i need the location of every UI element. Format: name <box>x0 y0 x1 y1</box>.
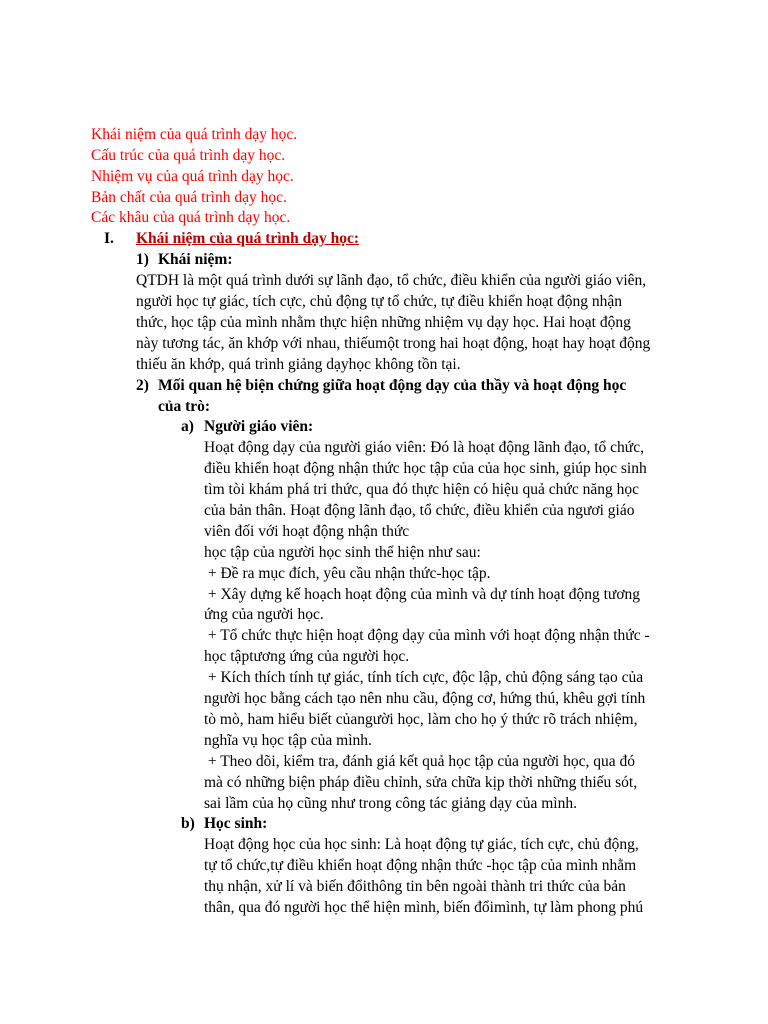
sub-a-text-line: điều khiển hoạt động nhận thức học tập của của học sinh, giúp học sinh <box>204 460 647 477</box>
outline-item-4: Bản chất của quá trình dạy học. <box>91 189 287 206</box>
sub-a-text-line: tìm tòi khám phá tri thức, qua đó thực hiện có hiệu quả chức năng học <box>204 481 639 498</box>
item-1-title: Khái niệm: <box>158 251 233 268</box>
sub-a-bullet-line: + Đề ra mục đích, yêu cầu nhận thức-học tập. <box>204 565 491 582</box>
section-marker: I. <box>104 230 114 247</box>
sub-a-text-line: người học bằng cách tạo nên nhu cầu, động cơ, hứng thú, khêu gợi tính <box>204 690 646 707</box>
sub-a-bullet-line: + Tổ chức thực hiện hoạt động dạy của mình với hoạt động nhận thức - <box>204 627 650 644</box>
item-1-marker: 1) <box>136 251 149 268</box>
sub-a-bullet-line: + Xây dựng kế hoạch hoạt động của mình và dự tính hoạt động tương <box>204 586 641 603</box>
item-2-title-line: Mối quan hệ biện chứng giữa hoạt động dạy của thầy và hoạt động học <box>158 377 627 394</box>
sub-a-bullet-line: + Theo dõi, kiểm tra, đánh giá kết quả học tập của người học, qua đó <box>204 753 635 770</box>
item-1-text-line: người học tự giác, tích cực, chủ động tự tổ chức, tự điều khiển hoạt động nhận <box>136 293 623 310</box>
sub-a-title: Người giáo viên: <box>204 418 314 435</box>
item-1-text-line: thức, học tập của mình nhằm thực hiện những nhiệm vụ dạy học. Hai hoạt động <box>136 314 631 331</box>
sub-a-text-line: của bản thân. Hoạt động lãnh đạo, tổ chức, điều khiển của ngươi giáo <box>204 502 635 519</box>
sub-a-bullet-line: + Kích thích tính tự giác, tính tích cực, độc lập, chủ động sáng tạo của <box>204 669 644 686</box>
sub-b-text-line: thụ nhận, xử lí và biến đổithông tin bên ngoài thành tri thức của bản <box>204 878 626 895</box>
outline-item-5: Các khâu của quá trình dạy học. <box>91 209 291 226</box>
sub-a-text-line: học tập của người học sinh thể hiện như sau: <box>204 544 481 561</box>
sub-a-text-line: ứng của người học. <box>204 606 324 623</box>
sub-a-text-line: tò mò, ham hiểu biết củangười học, làm cho họ ý thức rõ trách nhiệm, <box>204 711 638 728</box>
item-2-marker: 2) <box>136 377 149 394</box>
sub-b-marker: b) <box>181 815 195 832</box>
sub-a-text-line: sai lầm của họ cũng như trong công tác giảng dạy của mình. <box>204 795 577 812</box>
sub-a-text-line: nghĩa vụ học tập của mình. <box>204 732 372 749</box>
sub-b-title: Học sinh: <box>204 815 268 832</box>
outline-item-3: Nhiệm vụ của quá trình dạy học. <box>91 168 294 185</box>
section-title: Khái niệm của quá trình dạy học: <box>136 230 360 247</box>
item-2-title-line: của trò: <box>158 398 211 415</box>
sub-a-text-line: mà có những biện pháp điều chỉnh, sửa chữa kịp thời những thiếu sót, <box>204 774 638 791</box>
sub-b-text-line: Hoạt động học của học sinh: Là hoạt động tự giác, tích cực, chủ động, <box>204 836 639 853</box>
sub-a-marker: a) <box>181 418 194 435</box>
item-1-text-line: QTDH là một quá trình dưới sự lãnh đạo, tổ chức, điều khiển của người giáo viên, <box>136 272 647 289</box>
sub-b-text-line: thân, qua đó người học thể hiện mình, biến đổimình, tự làm phong phú <box>204 899 644 916</box>
sub-a-text-line: học tậptương ứng của người học. <box>204 648 410 665</box>
sub-b-text-line: tự tổ chức,tự điều khiển hoạt động nhận thức -học tập của mình nhằm <box>204 857 637 874</box>
sub-a-text-line: Hoạt động dạy của người giáo viên: Đó là hoạt động lãnh đạo, tổ chức, <box>204 439 644 456</box>
sub-a-text-line: viên đối với hoạt động nhận thức <box>204 523 410 540</box>
item-1-text-line: thiếu ăn khớp, quá trình giảng dạyhọc không tồn tại. <box>136 356 461 373</box>
item-1-text-line: này tương tác, ăn khớp với nhau, thiếumột trong hai hoạt động, hoạt hay hoạt động <box>136 335 651 352</box>
outline-item-2: Cấu trúc của quá trình dạy học. <box>91 147 286 164</box>
outline-item-1: Khái niệm của quá trình dạy học. <box>91 126 298 143</box>
